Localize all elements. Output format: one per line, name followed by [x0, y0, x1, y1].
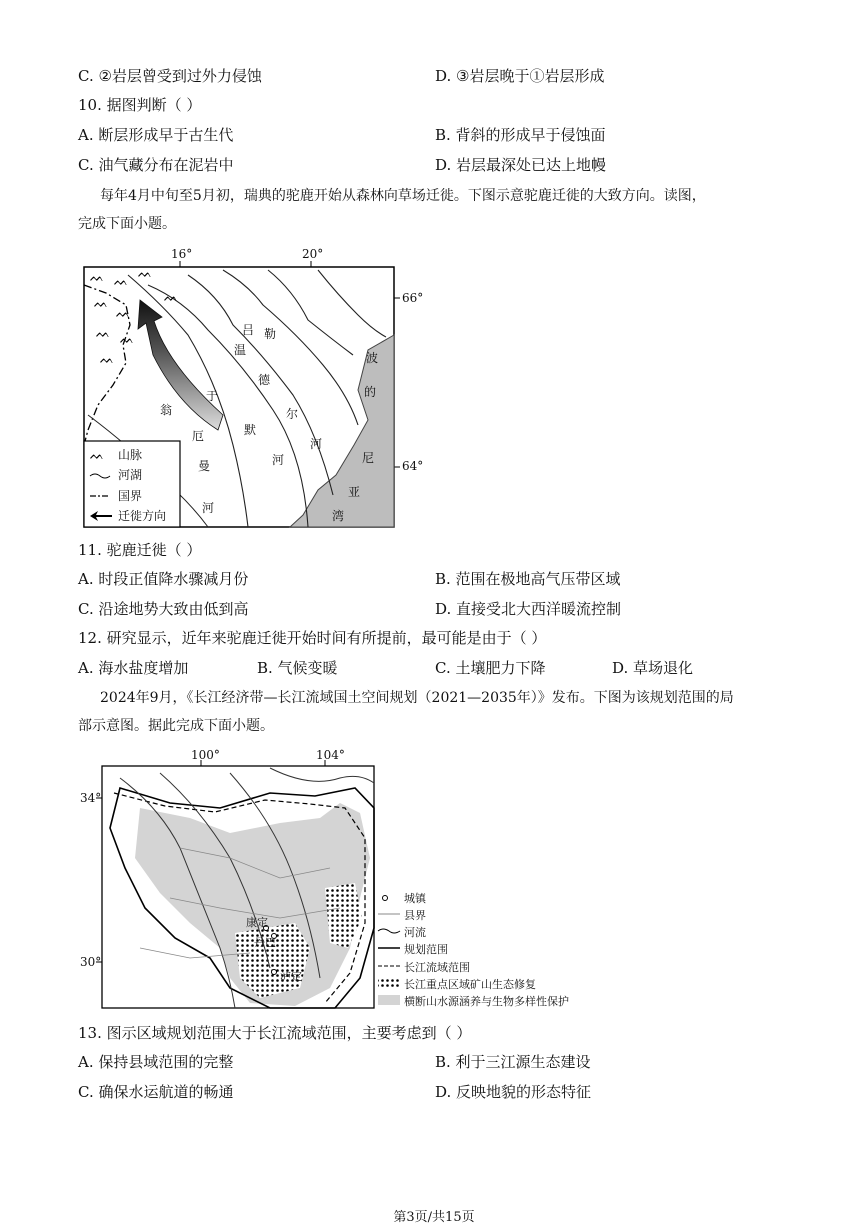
svg-text:ᨓ: ᨓ: [164, 290, 179, 304]
svg-text:ᨓ: ᨓ: [90, 448, 105, 462]
river-char: 河: [272, 453, 285, 467]
q9-option-c: C. ②岩层曾受到过外力侵蚀: [78, 67, 262, 85]
legend-border: 国界: [118, 489, 143, 503]
q13-option-c: C. 确保水运航道的畅通: [78, 1083, 234, 1101]
river-char: 河: [310, 437, 323, 451]
svg-text:ᨓ: ᨓ: [114, 274, 129, 288]
svg-text:ᨓ: ᨓ: [94, 296, 109, 310]
legend-basin: 长江流域范围: [404, 961, 470, 974]
river-char: 曼: [198, 459, 211, 473]
river-char: 勒: [264, 327, 277, 341]
page-number: 第3页/共15页: [393, 1210, 475, 1225]
passage2-line1: 2024年9月，《长江经济带—长江流域国土空间规划（2021—2035年）》发布。下图为该规划范围的局: [100, 690, 734, 706]
town-label-danba: 丹巴: [254, 936, 276, 949]
q12-stem: 12. 研究显示，近年来驼鹿迁徙开始时间有所提前，最可能是由于（ ）: [78, 629, 547, 647]
yangtze-planning-map: [80, 748, 600, 1013]
river-char: 河: [202, 501, 215, 515]
lat-label-66: 66°: [402, 291, 424, 305]
town-luding: [272, 970, 277, 975]
passage1-line2: 完成下面小题。: [78, 216, 176, 232]
lat-label-30: 30°: [80, 955, 102, 969]
q11-option-b: B. 范围在极地高气压带区域: [435, 570, 621, 588]
river-char: 默: [244, 423, 257, 437]
gulf-char: 尼: [362, 451, 375, 465]
river-char: 厄: [192, 429, 205, 443]
river-char: 吕: [242, 323, 255, 337]
legend-mining: 长江重点区域矿山生态修复: [404, 978, 536, 991]
legend-protection: 横断山水源涵养与生物多样性保护: [404, 995, 569, 1008]
river-char: 德: [258, 373, 271, 387]
q12-option-a: A. 海水盐度增加: [78, 659, 189, 677]
river-char: 于: [206, 389, 219, 403]
legend-planning: 规划范围: [404, 943, 448, 956]
lon-label-20: 20°: [302, 247, 324, 261]
passage2-line2: 部示意图。据此完成下面小题。: [78, 718, 274, 734]
lon-label-100: 100°: [191, 748, 220, 762]
svg-text:ᨓ: ᨓ: [90, 270, 105, 284]
gulf-char: 波: [366, 351, 379, 365]
svg-text:ᨓ: ᨓ: [116, 306, 131, 320]
river-char: 温: [234, 343, 247, 357]
q12-option-c: C. 土壤肥力下降: [435, 659, 546, 677]
river-char: 翁: [160, 403, 173, 417]
q11-stem: 11. 驼鹿迁徙（ ）: [78, 541, 202, 559]
river-char: 尔: [286, 407, 299, 421]
q10-option-c: C. 油气藏分布在泥岩中: [78, 156, 234, 174]
lon-label-104: 104°: [316, 748, 345, 762]
q11-option-c: C. 沿途地势大致由低到高: [78, 600, 249, 618]
gulf-char: 湾: [332, 509, 345, 523]
town-label-luding: 泸定: [280, 970, 302, 983]
q9-option-d: D. ③岩层晚于①岩层形成: [435, 67, 605, 85]
svg-text:ᨓ: ᨓ: [100, 352, 115, 366]
q10-option-a: A. 断层形成早于古生代: [78, 126, 234, 144]
legend-mountain: 山脉: [118, 448, 143, 462]
legend-town: 城镇: [404, 892, 426, 905]
town-label-kangding: 康定: [246, 916, 268, 929]
svg-text:ᨓ: ᨓ: [138, 266, 153, 280]
legend-migration: 迁徙方向: [118, 509, 167, 523]
legend-county: 县界: [404, 909, 426, 922]
q13-option-d: D. 反映地貌的形态特征: [435, 1083, 592, 1101]
reindeer-migration-map: [68, 245, 424, 530]
svg-text:ᨓ: ᨓ: [96, 326, 111, 340]
legend-river: 河流: [404, 926, 426, 939]
passage1-line1: 每年4月中旬至5月初，瑞典的驼鹿开始从森林向草场迁徙。下图示意驼鹿迁徙的大致方向。读图，: [100, 188, 706, 204]
q13-option-b: B. 利于三江源生态建设: [435, 1053, 591, 1071]
legend-river-lake: 河湖: [118, 468, 143, 482]
q11-option-d: D. 直接受北大西洋暖流控制: [435, 600, 622, 618]
svg-text:ᨓ: ᨓ: [120, 332, 135, 346]
q12-option-b: B. 气候变暖: [257, 659, 338, 677]
lat-label-34: 34°: [80, 791, 102, 805]
q12-option-d: D. 草场退化: [612, 659, 694, 677]
lat-label-64: 64°: [402, 459, 424, 473]
q10-stem: 10. 据图判断（ ）: [78, 96, 202, 114]
q13-stem: 13. 图示区域规划范围大于长江流域范围，主要考虑到（ ）: [78, 1024, 472, 1042]
q13-option-a: A. 保持县域范围的完整: [78, 1053, 234, 1071]
q10-option-b: B. 背斜的形成早于侵蚀面: [435, 126, 606, 144]
lon-label-16: 16°: [171, 247, 193, 261]
q11-option-a: A. 时段正值降水骤减月份: [78, 570, 249, 588]
gulf-char: 的: [364, 385, 377, 399]
gulf-char: 亚: [348, 485, 361, 499]
q10-option-d: D. 岩层最深处已达上地幔: [435, 156, 607, 174]
